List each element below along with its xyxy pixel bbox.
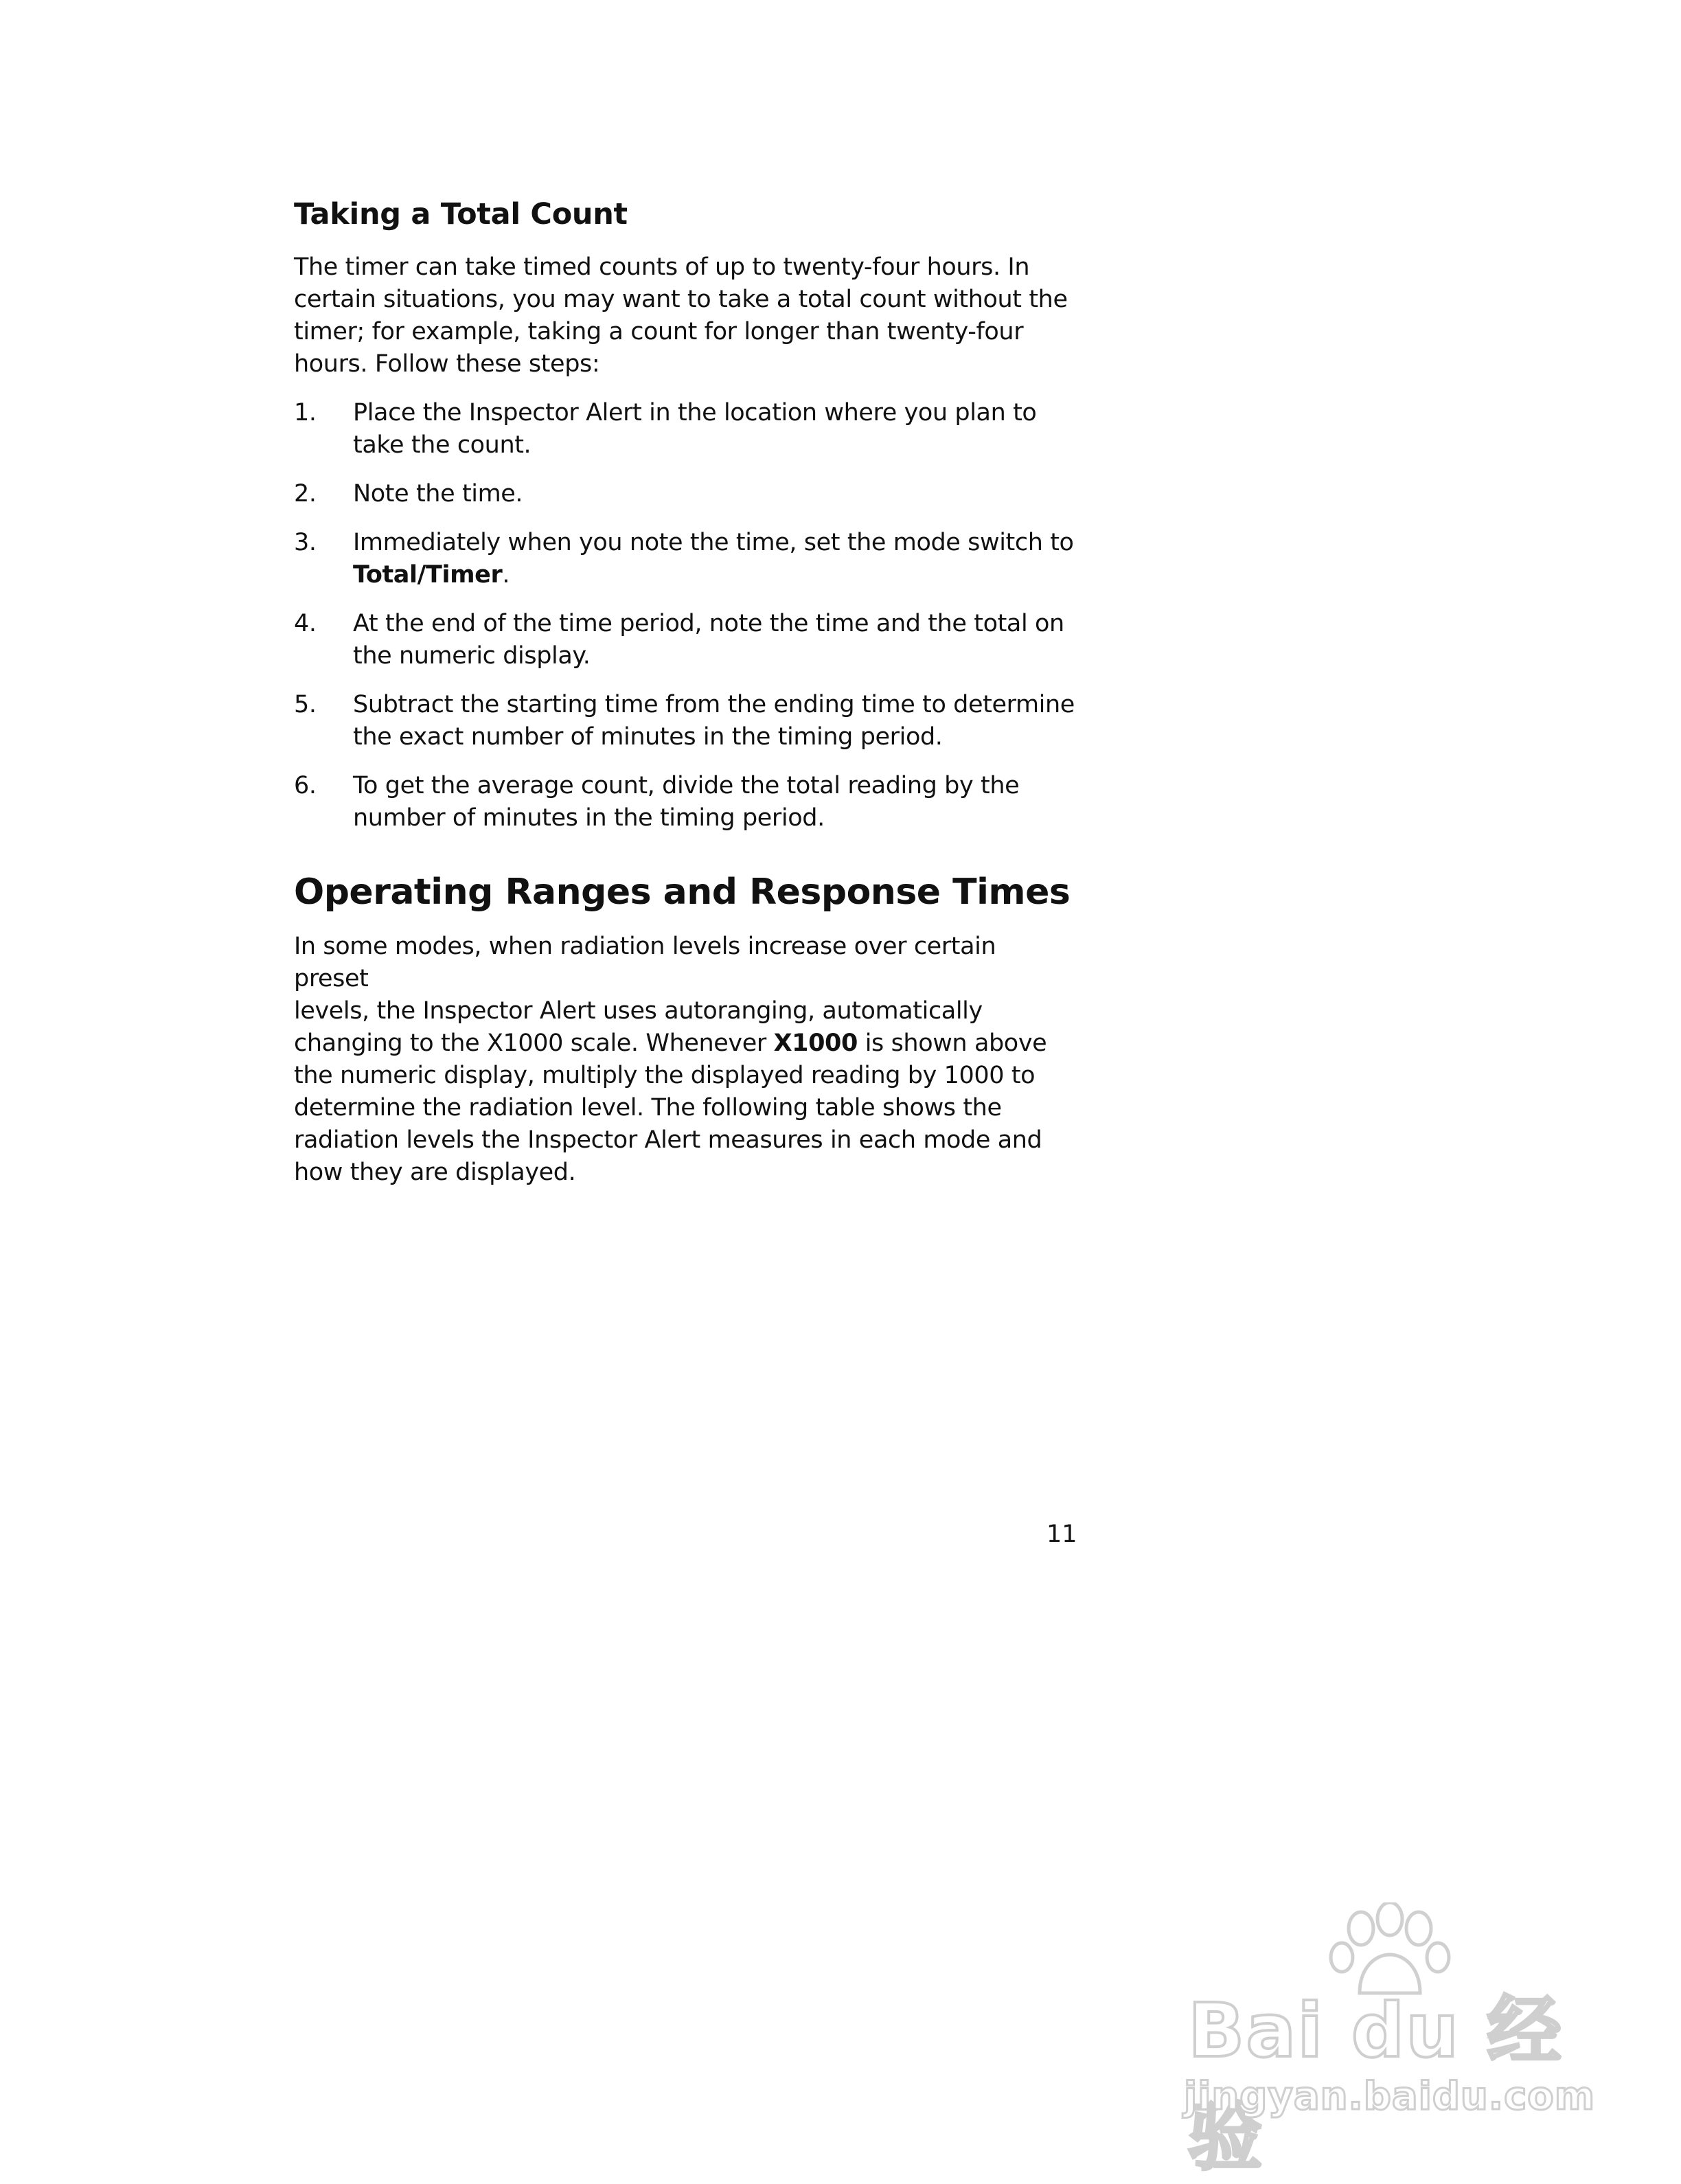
page-content [294,194,1077,1205]
step-line: Immediately when you note the time, set the mode switch to [353,529,1074,556]
step-item [294,397,1077,462]
step-item [294,527,1077,591]
mode-switch-setting: Total/Timer [353,561,503,589]
intro-line: certain situations, you may want to take a total count without the [294,286,1068,313]
watermark-brand: Bai du 经验 [1188,1988,1563,2181]
paragraph-line: radiation levels the Inspector Alert measures in each mode and [294,1126,1042,1154]
step-text [353,397,1077,462]
step-line: To get the average count, divide the total reading by the [353,772,1020,799]
step-item [294,770,1077,834]
step-number: 4. [294,610,317,637]
paragraph-line: how they are displayed. [294,1159,576,1186]
step-text [353,608,1077,672]
x1000-indicator-text: X1000 [773,1030,858,1057]
operating-ranges-paragraph [294,931,1077,1189]
step-number: 2. [294,480,317,508]
step-line: Subtract the starting time from the ending time to determine [353,691,1075,718]
baidu-watermark [1167,1902,1596,2181]
section-heading-operating-ranges: Operating Ranges and Response Times [294,872,1071,913]
steps-list [294,397,1077,834]
step-line: the exact number of minutes in the timing period. [353,723,943,751]
paragraph-line: In some modes, when radiation levels increase over certain preset [294,933,996,992]
step-text [353,478,1077,510]
step-item [294,478,1077,510]
paragraph-line: the numeric display, multiply the displayed reading by 1000 to [294,1062,1036,1089]
step-line-suffix: . [502,561,510,589]
paragraph-line: levels, the Inspector Alert uses autoranging, automatically [294,997,983,1025]
step-item [294,689,1077,753]
step-line: At the end of the time period, note the time and the total on [353,610,1064,637]
step-number: 6. [294,772,317,799]
intro-line: hours. Follow these steps: [294,350,600,378]
total-count-intro [294,251,1077,380]
step-line: take the count. [353,431,531,459]
step-line: number of minutes in the timing period. [353,804,825,832]
step-text [353,527,1077,591]
paragraph-line: is shown above [857,1030,1047,1057]
paragraph-line: changing to the X1000 scale. Whenever [294,1030,774,1057]
section-heading-total-count: Taking a Total Count [294,197,628,231]
paragraph-line: determine the radiation level. The following table shows the [294,1094,1002,1122]
step-line: Place the Inspector Alert in the location where you plan to [353,399,1037,426]
page-number: 11 [1047,1521,1077,1548]
step-text [353,770,1077,834]
step-line: the numeric display. [353,642,591,670]
step-number: 5. [294,691,317,718]
intro-line: The timer can take timed counts of up to twenty-four hours. In [294,253,1030,281]
step-number: 1. [294,399,317,426]
intro-line: timer; for example, taking a count for longer than twenty-four [294,318,1024,345]
step-line: Note the time. [353,480,523,508]
step-text [353,689,1077,753]
step-item [294,608,1077,672]
step-number: 3. [294,529,317,556]
watermark-url: jingyan.baidu.com [1184,2074,1596,2119]
